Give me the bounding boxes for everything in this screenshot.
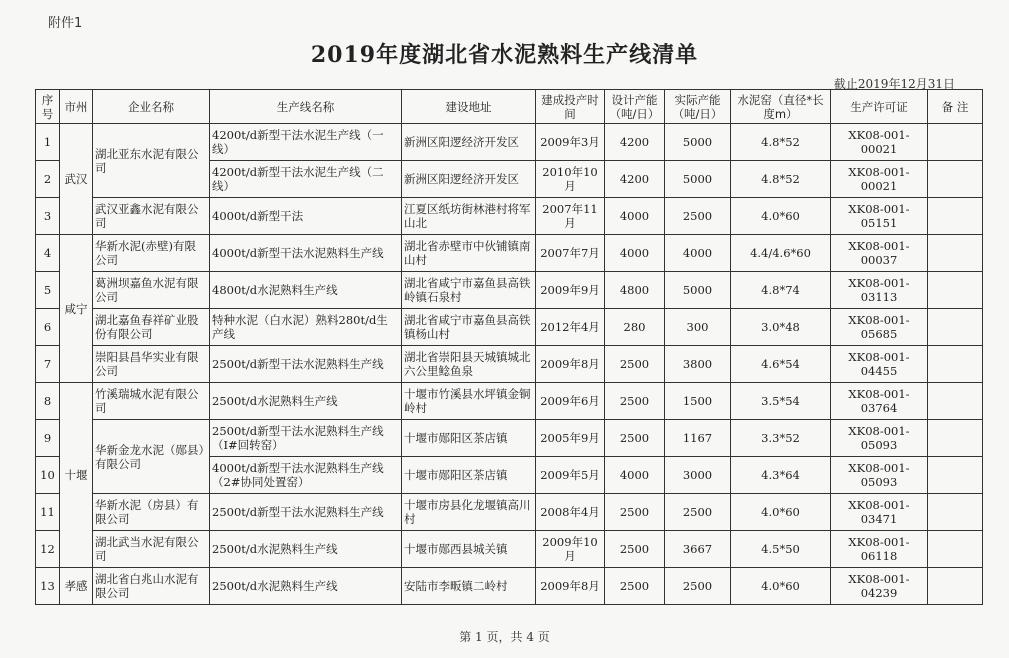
row-city: 武汉 [60, 124, 93, 235]
row-line: 4200t/d新型干法水泥生产线（二线） [210, 161, 402, 198]
row-kiln: 4.8*52 [731, 161, 831, 198]
row-kiln: 4.4/4.6*60 [731, 235, 831, 272]
row-seq: 10 [36, 457, 60, 494]
row-line: 2500t/d新型干法水泥熟料生产线（I#回转窑） [210, 420, 402, 457]
row-note [928, 272, 983, 309]
header-company: 企业名称 [93, 90, 210, 124]
row-license: XK08-001-04239 [831, 568, 928, 605]
row-actual-capacity: 3000 [665, 457, 731, 494]
table-row [36, 272, 983, 309]
row-line: 4000t/d新型干法水泥熟料生产线（2#协同处置窑） [210, 457, 402, 494]
table-row [36, 198, 983, 235]
row-city: 孝感 [60, 568, 93, 605]
row-company: 湖北武当水泥有限公司 [93, 531, 210, 568]
row-seq: 4 [36, 235, 60, 272]
row-kiln: 4.8*52 [731, 124, 831, 161]
row-design-capacity: 2500 [605, 494, 665, 531]
production-line-table [35, 89, 983, 605]
row-note [928, 494, 983, 531]
row-kiln: 3.0*48 [731, 309, 831, 346]
row-seq: 3 [36, 198, 60, 235]
row-license: XK08-001-06118 [831, 531, 928, 568]
row-kiln: 4.0*60 [731, 198, 831, 235]
row-date: 2009年3月 [536, 124, 605, 161]
row-seq: 8 [36, 383, 60, 420]
row-actual-capacity: 4000 [665, 235, 731, 272]
row-actual-capacity: 1167 [665, 420, 731, 457]
row-kiln: 3.5*54 [731, 383, 831, 420]
row-actual-capacity: 1500 [665, 383, 731, 420]
row-license: XK08-001-05151 [831, 198, 928, 235]
row-address: 新洲区阳逻经济开发区 [402, 124, 536, 161]
row-design-capacity: 4000 [605, 457, 665, 494]
row-line: 特种水泥（白水泥）熟料280t/d生产线 [210, 309, 402, 346]
row-line: 2500t/d新型干法水泥熟料生产线 [210, 494, 402, 531]
row-city: 十堰 [60, 383, 93, 568]
row-note [928, 198, 983, 235]
row-company: 武汉亚鑫水泥有限公司 [93, 198, 210, 235]
row-actual-capacity: 5000 [665, 272, 731, 309]
table-row [36, 235, 983, 272]
row-address: 十堰市郧西县城关镇 [402, 531, 536, 568]
page-title: 2019年度湖北省水泥熟料生产线清单 [310, 42, 699, 68]
row-kiln: 3.3*52 [731, 420, 831, 457]
row-kiln: 4.0*60 [731, 568, 831, 605]
row-address: 江夏区纸坊街林港村将军山北 [402, 198, 536, 235]
header-line: 生产线名称 [210, 90, 402, 124]
row-address: 湖北省咸宁市嘉鱼县高铁镇杨山村 [402, 309, 536, 346]
row-company: 崇阳县昌华实业有限公司 [93, 346, 210, 383]
row-actual-capacity: 2500 [665, 568, 731, 605]
row-date: 2007年11月 [536, 198, 605, 235]
row-kiln: 4.0*60 [731, 494, 831, 531]
row-design-capacity: 2500 [605, 383, 665, 420]
row-address: 湖北省崇阳县天城镇城北六公里鲶鱼泉 [402, 346, 536, 383]
row-note [928, 124, 983, 161]
row-company: 华新水泥(赤壁)有限公司 [93, 235, 210, 272]
row-kiln: 4.3*64 [731, 457, 831, 494]
row-line: 4000t/d新型干法 [210, 198, 402, 235]
row-license: XK08-001-04455 [831, 346, 928, 383]
table-row [36, 383, 983, 420]
row-company: 华新水泥（房县）有限公司 [93, 494, 210, 531]
row-actual-capacity: 300 [665, 309, 731, 346]
row-address: 十堰市郧阳区茶店镇 [402, 457, 536, 494]
row-note [928, 531, 983, 568]
row-license: XK08-001-05093 [831, 420, 928, 457]
row-actual-capacity: 2500 [665, 494, 731, 531]
row-kiln: 4.8*74 [731, 272, 831, 309]
row-license: XK08-001-03764 [831, 383, 928, 420]
row-design-capacity: 280 [605, 309, 665, 346]
row-seq: 9 [36, 420, 60, 457]
row-design-capacity: 2500 [605, 346, 665, 383]
header-seq: 序号 [36, 90, 60, 124]
row-note [928, 383, 983, 420]
row-note [928, 346, 983, 383]
row-address: 湖北省赤壁市中伙铺镇南山村 [402, 235, 536, 272]
header-address: 建设地址 [402, 90, 536, 124]
row-license: XK08-001-03471 [831, 494, 928, 531]
attachment-label: 附件1 [48, 16, 83, 31]
header-city: 市州 [60, 90, 93, 124]
row-date: 2009年9月 [536, 272, 605, 309]
row-license: XK08-001-05093 [831, 457, 928, 494]
row-design-capacity: 4000 [605, 235, 665, 272]
row-design-capacity: 4800 [605, 272, 665, 309]
row-date: 2009年8月 [536, 568, 605, 605]
row-company: 湖北嘉鱼春祥矿业股份有限公司 [93, 309, 210, 346]
row-line: 4200t/d新型干法水泥生产线（一线） [210, 124, 402, 161]
row-actual-capacity: 5000 [665, 124, 731, 161]
row-note [928, 161, 983, 198]
table-body [36, 124, 983, 605]
row-note [928, 457, 983, 494]
header-actual-capacity: 实际产能（吨/日） [665, 90, 731, 124]
row-address: 十堰市房县化龙堰镇高川村 [402, 494, 536, 531]
as-of-date: 截止2019年12月31日 [833, 77, 955, 91]
row-design-capacity: 2500 [605, 531, 665, 568]
row-date: 2009年8月 [536, 346, 605, 383]
row-actual-capacity: 3800 [665, 346, 731, 383]
table-row [36, 124, 983, 161]
row-actual-capacity: 3667 [665, 531, 731, 568]
row-license: XK08-001-05685 [831, 309, 928, 346]
table-header-row [36, 90, 983, 124]
row-company: 湖北省白兆山水泥有限公司 [93, 568, 210, 605]
header-kiln: 水泥窑（直径*长度m） [731, 90, 831, 124]
header-note: 备 注 [928, 90, 983, 124]
row-date: 2012年4月 [536, 309, 605, 346]
row-line: 4000t/d新型干法水泥熟料生产线 [210, 235, 402, 272]
row-kiln: 4.6*54 [731, 346, 831, 383]
table-row [36, 420, 983, 457]
row-date: 2005年9月 [536, 420, 605, 457]
row-note [928, 568, 983, 605]
row-address: 十堰市郧阳区茶店镇 [402, 420, 536, 457]
row-actual-capacity: 2500 [665, 198, 731, 235]
table-row [36, 531, 983, 568]
row-seq: 13 [36, 568, 60, 605]
row-address: 湖北省咸宁市嘉鱼县高铁岭镇石泉村 [402, 272, 536, 309]
row-line: 2500t/d新型干法水泥熟料生产线 [210, 346, 402, 383]
row-seq: 12 [36, 531, 60, 568]
row-company: 竹溪瑞城水泥有限公司 [93, 383, 210, 420]
header-design-capacity: 设计产能（吨/日） [605, 90, 665, 124]
row-seq: 5 [36, 272, 60, 309]
row-address: 十堰市竹溪县水坪镇金铜岭村 [402, 383, 536, 420]
row-license: XK08-001-00021 [831, 124, 928, 161]
row-license: XK08-001-00021 [831, 161, 928, 198]
row-seq: 11 [36, 494, 60, 531]
row-city: 咸宁 [60, 235, 93, 383]
row-note [928, 235, 983, 272]
row-company: 华新金龙水泥（郧县）有限公司 [93, 420, 210, 494]
row-date: 2010年10月 [536, 161, 605, 198]
row-seq: 6 [36, 309, 60, 346]
table-row [36, 346, 983, 383]
row-line: 2500t/d水泥熟料生产线 [210, 568, 402, 605]
row-address: 安陆市李畈镇二岭村 [402, 568, 536, 605]
header-date: 建成投产时间 [536, 90, 605, 124]
header-license: 生产许可证 [831, 90, 928, 124]
row-design-capacity: 4000 [605, 198, 665, 235]
row-note [928, 309, 983, 346]
row-license: XK08-001-00037 [831, 235, 928, 272]
row-date: 2007年7月 [536, 235, 605, 272]
row-license: XK08-001-03113 [831, 272, 928, 309]
row-kiln: 4.5*50 [731, 531, 831, 568]
row-design-capacity: 2500 [605, 420, 665, 457]
row-company: 湖北亚东水泥有限公司 [93, 124, 210, 198]
table-row [36, 494, 983, 531]
row-seq: 2 [36, 161, 60, 198]
row-actual-capacity: 5000 [665, 161, 731, 198]
page-footer: 第 1 页，共 4 页 [459, 630, 550, 644]
row-line: 2500t/d水泥熟料生产线 [210, 383, 402, 420]
row-design-capacity: 4200 [605, 161, 665, 198]
table-row [36, 568, 983, 605]
row-seq: 7 [36, 346, 60, 383]
row-date: 2008年4月 [536, 494, 605, 531]
row-seq: 1 [36, 124, 60, 161]
row-company: 葛洲坝嘉鱼水泥有限公司 [93, 272, 210, 309]
row-line: 4800t/d水泥熟料生产线 [210, 272, 402, 309]
row-line: 2500t/d水泥熟料生产线 [210, 531, 402, 568]
row-date: 2009年6月 [536, 383, 605, 420]
row-date: 2009年5月 [536, 457, 605, 494]
row-address: 新洲区阳逻经济开发区 [402, 161, 536, 198]
row-note [928, 420, 983, 457]
table-row [36, 309, 983, 346]
row-date: 2009年10月 [536, 531, 605, 568]
row-design-capacity: 4200 [605, 124, 665, 161]
row-design-capacity: 2500 [605, 568, 665, 605]
